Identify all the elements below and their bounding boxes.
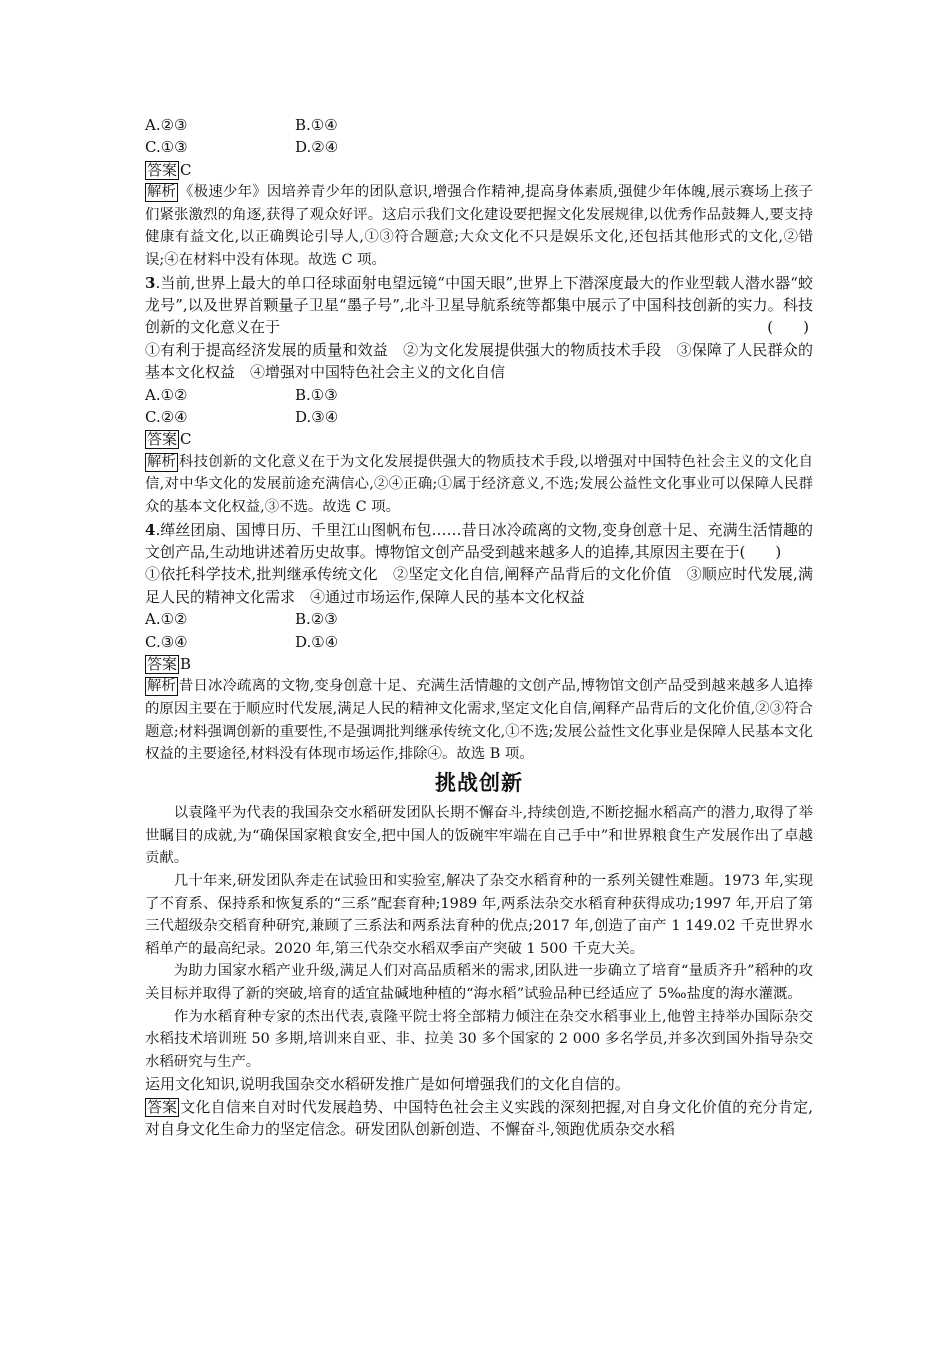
question-4: [145, 519, 813, 564]
options-row: [145, 136, 813, 158]
option-c: C.③④: [145, 632, 188, 651]
explanation-tag: 解析: [147, 453, 176, 470]
options-row: [145, 631, 813, 653]
section-title: 挑战创新: [435, 770, 523, 795]
option-c: C.②④: [145, 408, 188, 427]
option-d: D.②④: [295, 138, 339, 157]
answer-line: [145, 428, 813, 450]
options-row: [145, 114, 813, 136]
options-row: [145, 384, 813, 406]
explanation-text: 科技创新的文化意义在于为文化发展提供强大的物质技术手段,以增强对中国特色社会主义的文化自信,对中华文化的发展前途充满信心,②④正确;①属于经济意义,不选;发展公益性文化事业可以保障人民群众的基本文化权益,③不选。故选 C 项。: [145, 453, 813, 516]
question-items: ①依托科学技术,批判继承传统文化 ②坚定文化自信,阐释产品背后的文化价值 ③顺应时代发展,满足人民的精神文化需求 ④通过市场运作,保障人民的基本文化权益: [145, 565, 813, 606]
answer-line: [145, 159, 813, 181]
explanation-text: 《极速少年》因培养青少年的团队意识,增强合作精神,提高身体素质,强健少年体魄,展示赛场上孩子们紧张激烈的角逐,获得了观众好评。这启示我们文化建设要把握文化发展规律,以优秀作品鼓舞人,要支持健康有益文化,以正确舆论引导人,①③符合题意;大众文化不只是娱乐文化,还包括其他形式的文化,②错误;④在材料中没有体现。故选 C 项。: [145, 184, 813, 268]
option-d: D.①④: [295, 632, 339, 651]
option-c: C.①③: [145, 138, 188, 157]
option-d: D.③④: [295, 408, 339, 427]
explanation-tag: 解析: [147, 678, 176, 695]
document-page: [145, 114, 813, 1141]
options-row: [145, 406, 813, 428]
question-number: 4: [145, 520, 156, 539]
answer-tag: 答案: [147, 655, 178, 674]
option-a: A.②③: [145, 116, 188, 134]
answer-tag: 答案: [147, 160, 178, 179]
question-3: [145, 272, 813, 339]
question-stem: .缂丝团扇、国博日历、千里江山图帆布包……昔日冰冷疏离的文物,变身创意十足、充满生活情趣的文创产品,生动地讲述着历史故事。博物馆文创产品受到越来越多人的追捧,其原因主要在于( ): [145, 520, 813, 562]
passage-paragraph: 作为水稻育种专家的杰出代表,袁隆平院士将全部精力倾注在杂交水稻事业上,他曾主持举办国际杂交水稻技术培训班 50 多期,培训来自亚、非、拉美 30 多个国家的 2 000 多名学员,并多次到国外指导杂交水稻研究与生产。: [145, 1008, 813, 1070]
explanation: [145, 675, 813, 765]
passage-paragraph: 以袁隆平为代表的我国杂交水稻研发团队长期不懈奋斗,持续创造,不断挖掘水稻高产的潜力,取得了举世瞩目的成就,为“确保国家粮食安全,把中国人的饭碗牢牢端在自己手中”和世界粮食生产发展作出了卓越贡献。: [145, 805, 813, 867]
option-b: B.①④: [295, 116, 338, 134]
answer-tag: 答案: [147, 430, 178, 449]
passage-paragraph: 几十年来,研发团队奔走在试验田和实验室,解决了杂交水稻育种的一系列关键性难题。1973 年,实现了不育系、保持系和恢复系的“三系”配套育种;1989 年,两系法杂交水稻育种获得成功;1997 年,开启了第三代超级杂交稻育种研究,兼顾了三系法和两系法育种的优点;2017 年,创造了亩产 1 149.02 千克世界水稻单产的最高纪录。2020 年,第三代杂交水稻双季亩产突破 1 500 千克大关。: [145, 873, 813, 957]
answer-bracket: ( ): [767, 318, 809, 337]
essay-question: 运用文化知识,说明我国杂交水稻研发推广是如何增强我们的文化自信的。: [145, 1075, 630, 1094]
question-number: 3: [145, 273, 156, 292]
option-a: A.①②: [145, 385, 188, 404]
explanation-text: 昔日冰冷疏离的文物,变身创意十足、充满生活情趣的文创产品,博物馆文创产品受到越来越多人追捧的原因主要在于顺应时代发展,满足人民的精神文化需求,坚定文化自信,阐释产品背后的文化价值,②③符合题意;材料强调创新的重要性,不是强调批判继承传统文化,①不选;发展公益性文化事业是保障人民基本文化权益的主要途径,材料没有体现市场运作,排除④。故选 B 项。: [145, 678, 813, 763]
answer-value: C: [180, 160, 192, 179]
answer-value: B: [180, 655, 192, 674]
option-b: B.①③: [295, 385, 338, 404]
question-items: ①有利于提高经济发展的质量和效益 ②为文化发展提供强大的物质技术手段 ③保障了人民群众的基本文化权益 ④增强对中国特色社会主义的文化自信: [145, 340, 813, 382]
option-a: A.①②: [145, 610, 188, 629]
explanation: [145, 181, 813, 271]
answer-value: C: [180, 430, 192, 449]
answer-line: [145, 653, 813, 675]
answer-text: 文化自信来自对时代发展趋势、中国特色社会主义实践的深刻把握,对自身文化价值的充分肯定,对自身文化生命力的坚定信念。研发团队创新创造、不懈奋斗,领跑优质杂交水稻: [145, 1097, 813, 1139]
answer-line: [145, 1096, 813, 1141]
explanation-tag: 解析: [147, 184, 176, 201]
passage-paragraph: 为助力国家水稻产业升级,满足人们对高品质稻米的需求,团队进一步确立了培育“量质齐升”稻种的攻关目标并取得了新的突破,培育的适宜盐碱地种植的“海水稻”试验品种已经适应了 5‰盐度的海水灌溉。: [145, 963, 813, 1002]
explanation: [145, 451, 813, 519]
question-stem: .当前,世界上最大的单口径球面射电望远镜“中国天眼”,世界上下潜深度最大的作业型载人潜水器“蛟龙号”,以及世界首颗量子卫星“墨子号”,北斗卫星导航系统等都集中展示了中国科技创新的实力。科技创新的文化意义在于: [145, 273, 813, 337]
options-row: [145, 608, 813, 630]
option-b: B.②③: [295, 610, 338, 629]
answer-tag: 答案: [147, 1097, 178, 1116]
